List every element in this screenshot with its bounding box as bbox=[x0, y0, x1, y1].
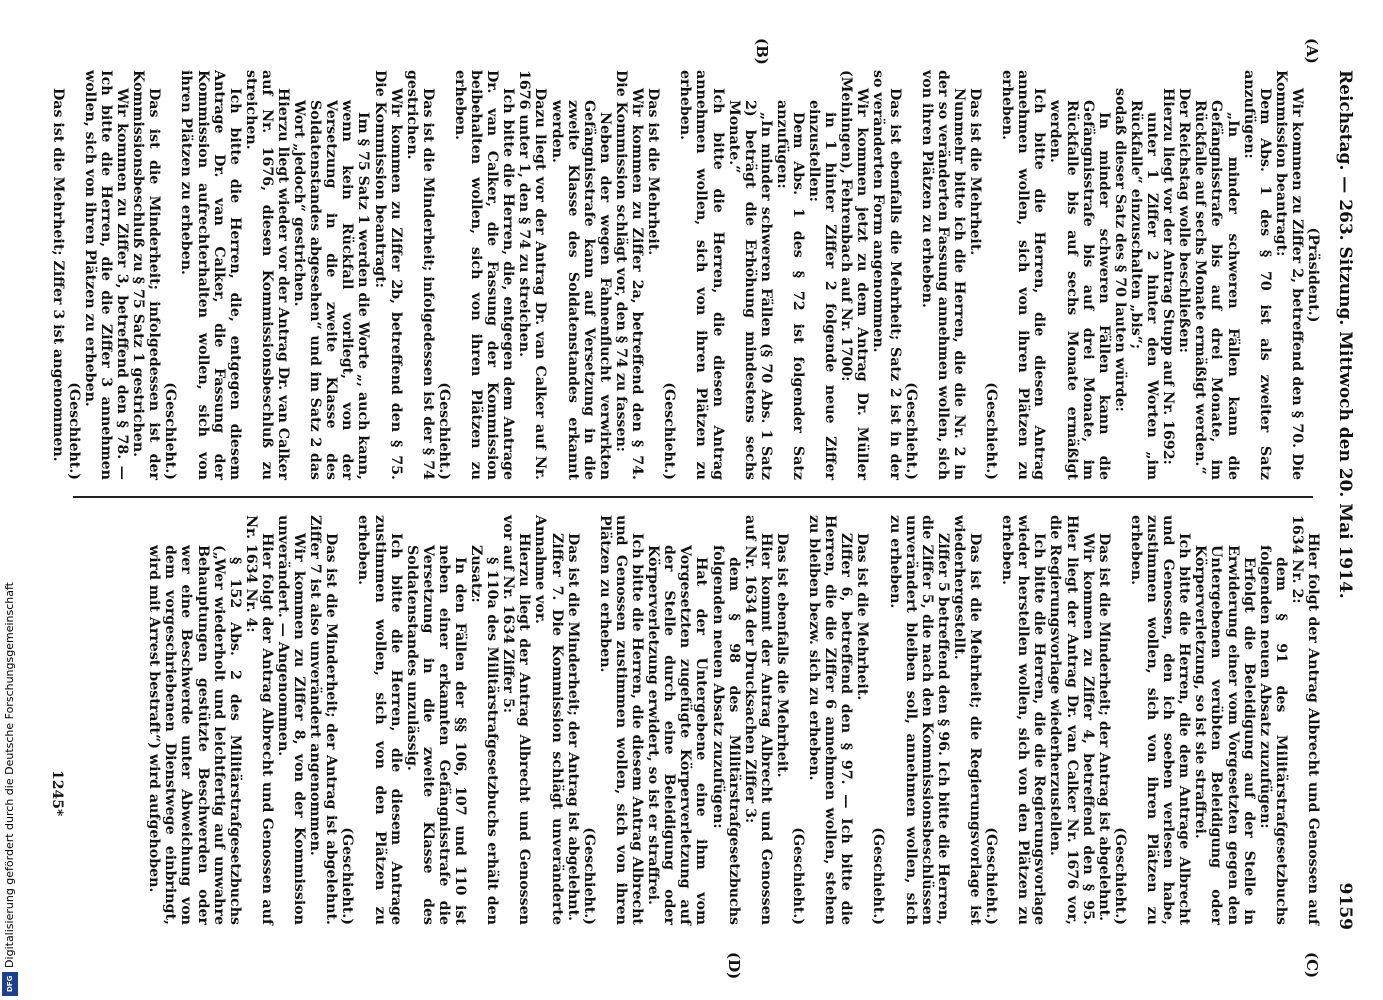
page-header-title: Reichstag. — 263. Sitzung. Mittwoch den 20. Mai 1914. bbox=[1335, 70, 1355, 599]
dfg-logo: DFG bbox=[2, 972, 18, 996]
right-column-paragraph: dem § 98 des Militärstrafgesetzbuchs folgenden neuen Absatz zuzufügen: bbox=[709, 545, 742, 925]
column-divider bbox=[73, 496, 1313, 498]
right-text-column bbox=[146, 515, 1321, 925]
left-column-paragraph: Das ist die Mehrheit. bbox=[645, 88, 662, 256]
left-column-paragraph: Das ist die Mehrheit. bbox=[967, 88, 984, 256]
right-column-paragraph: Ich bitte die Herren, die diesem Antrag Albrecht und Genossen zustimmen wollen, sich von ihren Plätzen zu erheben. bbox=[596, 515, 646, 925]
margin-note-c: (C) bbox=[1303, 952, 1321, 979]
left-column-paragraph: „In minder schweren Fällen (§ 70 Abs. 1 Satz 2) beträgt die Erhöhung mindestens sechs Monate.“ bbox=[725, 100, 774, 480]
right-column-paragraph: (Geschieht.) bbox=[870, 827, 887, 925]
left-column-paragraph: in 1 hinter Ziffer 2 folgende neue Ziffer einzustellen: bbox=[806, 100, 839, 480]
right-column-paragraph: Erfolgt die Beleidigung auf der Stelle in Erwiderung einer vom Vorgesetzten gegen den Untergebenen verübten Beleidigung oder Körperverletzung, so ist sie straffrei. bbox=[1192, 545, 1257, 925]
right-column-paragraph: Ziffer 7. Die Kommission schlägt unveränderte Annahme vor. bbox=[532, 515, 565, 925]
left-column-paragraph: In minder schweren Fällen kann die Gefängnisstrafe bis auf drei Monate, im Rückfalle bis auf sechs Monate ermäßigt werden. bbox=[1047, 100, 1112, 480]
left-column-paragraph: Das ist die Minderheit; infolgedessen ist der Kommissionsbeschluß zu § 75 Satz 1 gestrichen. bbox=[130, 70, 163, 480]
left-column-paragraph: Im § 75 Satz 1 werden die Worte „, auch kann, wenn kein Rückfall vorliegt, von der Versetzung in die zweite Klasse des Soldatenstandes abgesehen“ und im Satz 2 das Wort „jedoch“ gestrichen. bbox=[291, 100, 372, 480]
left-column-paragraph: Wir kommen zu Ziffer 2b, betreffend den § 75. Die Kommission beantragt: bbox=[371, 70, 404, 480]
left-column-paragraph: (Geschieht.) bbox=[65, 382, 82, 480]
left-column-paragraph: Wir kommen zu Ziffer 3, betreffend den § 78. — Ich bitte die Herren, die die Ziffer 3 annehmen wollen, sich von ihren Plätzen zu erheben. bbox=[81, 70, 131, 480]
right-column-paragraph: (Geschieht.) bbox=[580, 827, 597, 925]
right-column-paragraph: Das ist die Mehrheit. bbox=[854, 533, 871, 701]
left-column-paragraph: Wir kommen zu Ziffer 2a, betreffend den § 74. Die Kommission schlägt vor, den § 74 zu fassen: bbox=[612, 70, 646, 480]
right-column-paragraph: Das ist die Minderheit; der Antrag ist abgelehnt. bbox=[1095, 533, 1112, 922]
right-column-paragraph: Wir kommen zu Ziffer 8, von der Kommission unverändert. — Angenommen. bbox=[275, 515, 308, 925]
dfg-credit-text: Digitalisierung gefördert durch die Deutsche Forschungsgemeinschaft bbox=[3, 582, 16, 968]
right-column-paragraph: (Geschieht.) bbox=[339, 827, 356, 925]
left-column-paragraph: Hierzu liegt wieder vor der Antrag Dr. van Calker auf Nr. 1676, diesen Kommissionsbeschluß zu streichen. bbox=[242, 70, 291, 480]
right-column-paragraph: Das ist die Minderheit; der Antrag ist abgelehnt. Ziffer 7 ist also unverändert angenommen. bbox=[307, 515, 340, 925]
margin-note-a: (A) bbox=[1303, 38, 1321, 64]
left-column-paragraph: unter 1 Ziffer 2 hinter den Worten „im Rückfalle“ einzuschalten „bis“; bbox=[1127, 100, 1161, 480]
right-column-paragraph: (Geschieht.) bbox=[790, 827, 806, 925]
left-column-paragraph: Ich bitte die Herren, die, entgegen diesem Antrage Dr. van Calker, die Fassung der Kommission aufrechterhalten wollen, sich von ihren Plätzen zu erheben. bbox=[178, 70, 243, 480]
right-column-paragraph: Ziffer 6, betreffend den § 97. — Ich bitte die Herren, die die Ziffer 6 annehmen wollen, stehen zu bleiben bezw. sich zu erheben. bbox=[806, 515, 855, 925]
right-column-paragraph: Ich bitte die Herren, die dem Antrage Albrecht und Genossen, den ich soeben verlesen habe, zustimmen wollen, sich von ihren Plätzen zu erheben. bbox=[1127, 515, 1193, 925]
left-column-paragraph: Nunmehr bitte ich die Herren, die die Nr. 2 in der so veränderten Fassung annehmen wollen, sich von ihren Plätzen zu erheben. bbox=[918, 70, 967, 480]
left-column-paragraph: Ich bitte die Herren, die diesen Antrag annehmen wollen, sich von ihren Plätzen zu erheben. bbox=[677, 70, 726, 480]
margin-note-b: (B) bbox=[753, 38, 771, 65]
right-column-paragraph: Hier folgt der Antrag Albrecht und Genossen auf 1634 Nr. 2: bbox=[1288, 515, 1321, 925]
right-column-paragraph: Das ist ebenfalls die Mehrheit. bbox=[773, 533, 790, 778]
right-column-paragraph: In den Fällen der §§ 106, 107 und 110 ist neben einer erkannten Gefängnisstrafe die Versetzung in die zweite Klasse des Soldatenstandes unzulässig. bbox=[403, 545, 469, 925]
left-column-paragraph: (Geschieht.) bbox=[902, 382, 919, 480]
left-column-paragraph: Neben der wegen Fahnenflucht verwirkten Gefängnisstrafe kann auf Versetzung in die zweite Klasse des Soldatenstandes erkannt werden. bbox=[548, 100, 613, 480]
left-column-paragraph: (Geschieht.) bbox=[162, 382, 179, 480]
right-column-paragraph: Ich bitte die Herren, die die Regierungsvorlage wieder herstellen wollen, sich von den Plätzen zu erheben. bbox=[999, 515, 1048, 925]
left-column-paragraph: (Geschieht.) bbox=[435, 382, 452, 480]
left-column-paragraph: Das ist die Minderheit; infolgedessen ist der § 74 gestrichen. bbox=[403, 70, 436, 480]
left-column-paragraph: Das ist die Mehrheit; Ziffer 3 ist angenommen. bbox=[49, 88, 66, 462]
right-column-paragraph: § 110a des Militärstrafgesetzbuchs erhält den Zusatz: bbox=[468, 545, 501, 925]
right-column-paragraph: (Geschieht.) bbox=[1111, 827, 1128, 925]
left-column-paragraph: sodaß dieser Satz des § 70 lauten würde: bbox=[1111, 88, 1128, 412]
left-column-paragraph: Hierzu liegt vor der Antrag Stupp auf Nr. 1692: bbox=[1160, 88, 1177, 465]
margin-note-d: (D) bbox=[725, 952, 743, 980]
right-column-paragraph: Das ist die Mehrheit; die Regierungsvorlage ist wiederhergestellt. bbox=[950, 515, 984, 925]
right-column-paragraph: dem § 91 des Militärstrafgesetzbuchs folgenden neuen Absatz zuzufügen: bbox=[1256, 545, 1289, 925]
left-column-paragraph: (Geschieht.) bbox=[983, 382, 1000, 480]
left-column-paragraph: Ich bitte die Herren, die diesen Antrag annehmen wollen, sich von ihren Plätzen zu erheben. bbox=[999, 70, 1048, 480]
right-column-paragraph: Das ist die Minderheit; der Antrag ist abgelehnt. bbox=[564, 533, 581, 922]
right-column-paragraph: Hier kommt der Antrag Albrecht und Genossen auf Nr. 1634 der Drucksachen Ziffer 3: bbox=[741, 515, 774, 925]
page-header bbox=[1329, 70, 1355, 930]
left-column-paragraph: Wir kommen zu Ziffer 2, betreffend den § 70. Die Kommission beantragt: bbox=[1272, 70, 1305, 480]
left-column-paragraph: Dazu liegt vor der Antrag Dr. van Calker auf Nr. 1676 unter 1, den § 74 zu streichen. bbox=[516, 70, 549, 480]
page-number: 9159 bbox=[1335, 882, 1355, 930]
left-column-paragraph: Wir kommen jetzt zu dem Antrag Dr. Müller (Meiningen), Fehrenbach auf Nr. 1700: bbox=[838, 70, 871, 480]
right-column-paragraph: Hier folgt der Antrag Albrecht und Genossen auf Nr. 1634 Nr. 4: bbox=[242, 515, 275, 925]
digitization-credit-bar bbox=[0, 0, 22, 1000]
right-column-paragraph: Ziffer 5 betreffend den § 96. Ich bitte die Herren, die Ziffer 5, die nach den Kommissionsbeschlüssen unverändert bleiben soll, annehmen wollen, sich zu erheben. bbox=[886, 515, 951, 925]
left-column-paragraph: (Präsident.) bbox=[1305, 227, 1321, 323]
left-column-paragraph: Dem Abs. 1 des § 72 ist folgender Satz anzufügen: bbox=[773, 100, 806, 480]
signature-mark: 1245* bbox=[49, 770, 65, 817]
right-column-paragraph: (Geschieht.) bbox=[983, 827, 1000, 925]
right-column-paragraph: Hierzu liegt der Antrag Albrecht und Genossen vor auf Nr. 1634 Ziffer 5: bbox=[500, 515, 533, 925]
left-column-paragraph: Dem Abs. 1 des § 70 ist als zweiter Satz anzufügen: bbox=[1240, 70, 1273, 480]
right-column-paragraph: Wir kommen zu Ziffer 4, betreffend den § 95. Hier liegt der Antrag Dr. van Calker Nr. 1676 vor, die Regierungsvorlage wiederherzustellen. bbox=[1047, 515, 1096, 925]
left-column-paragraph: „In minder schweren Fällen kann die Gefängnisstrafe bis auf drei Monate, im Rückfalle auf sechs Monate ermäßigt werden.“ bbox=[1192, 100, 1241, 480]
left-column-paragraph: (Geschieht.) bbox=[661, 382, 678, 480]
right-column-paragraph: § 152 Abs. 2 des Militärstrafgesetzbuchs („Wer wiederholt und leichtfertig auf unwahre Behauptungen gestützte Beschwerden oder wer eine Beschwerde unter Abweichung von dem vorgeschriebenen Dienstwege einbringt, wird mit Arrest bestraft“) wird aufgehoben. bbox=[146, 545, 243, 925]
left-column-paragraph: Das ist ebenfalls die Mehrheit; Satz 2 ist in der so veränderten Form angenommen. bbox=[870, 70, 903, 480]
right-column-paragraph: Hat der Untergebene eine ihm vom Vorgesetzten zugefügte Körperverletzung auf der Stelle durch eine Beleidigung oder Körperverletzung erwidert, so ist er straffrei. bbox=[645, 545, 710, 925]
left-column-paragraph: Ich bitte die Herren, die, entgegen dem Antrage Dr. van Calker, die Fassung der Kommission beibehalten wollen, sich von ihren Plätzen zu erheben. bbox=[452, 70, 517, 480]
left-text-column bbox=[50, 70, 1321, 480]
left-column-paragraph: Der Reichstag wolle beschließen: bbox=[1176, 88, 1193, 353]
right-column-paragraph: Ich bitte die Herren, die diesem Antrage zustimmen wollen, sich von den Plätzen zu erheben. bbox=[355, 515, 404, 925]
